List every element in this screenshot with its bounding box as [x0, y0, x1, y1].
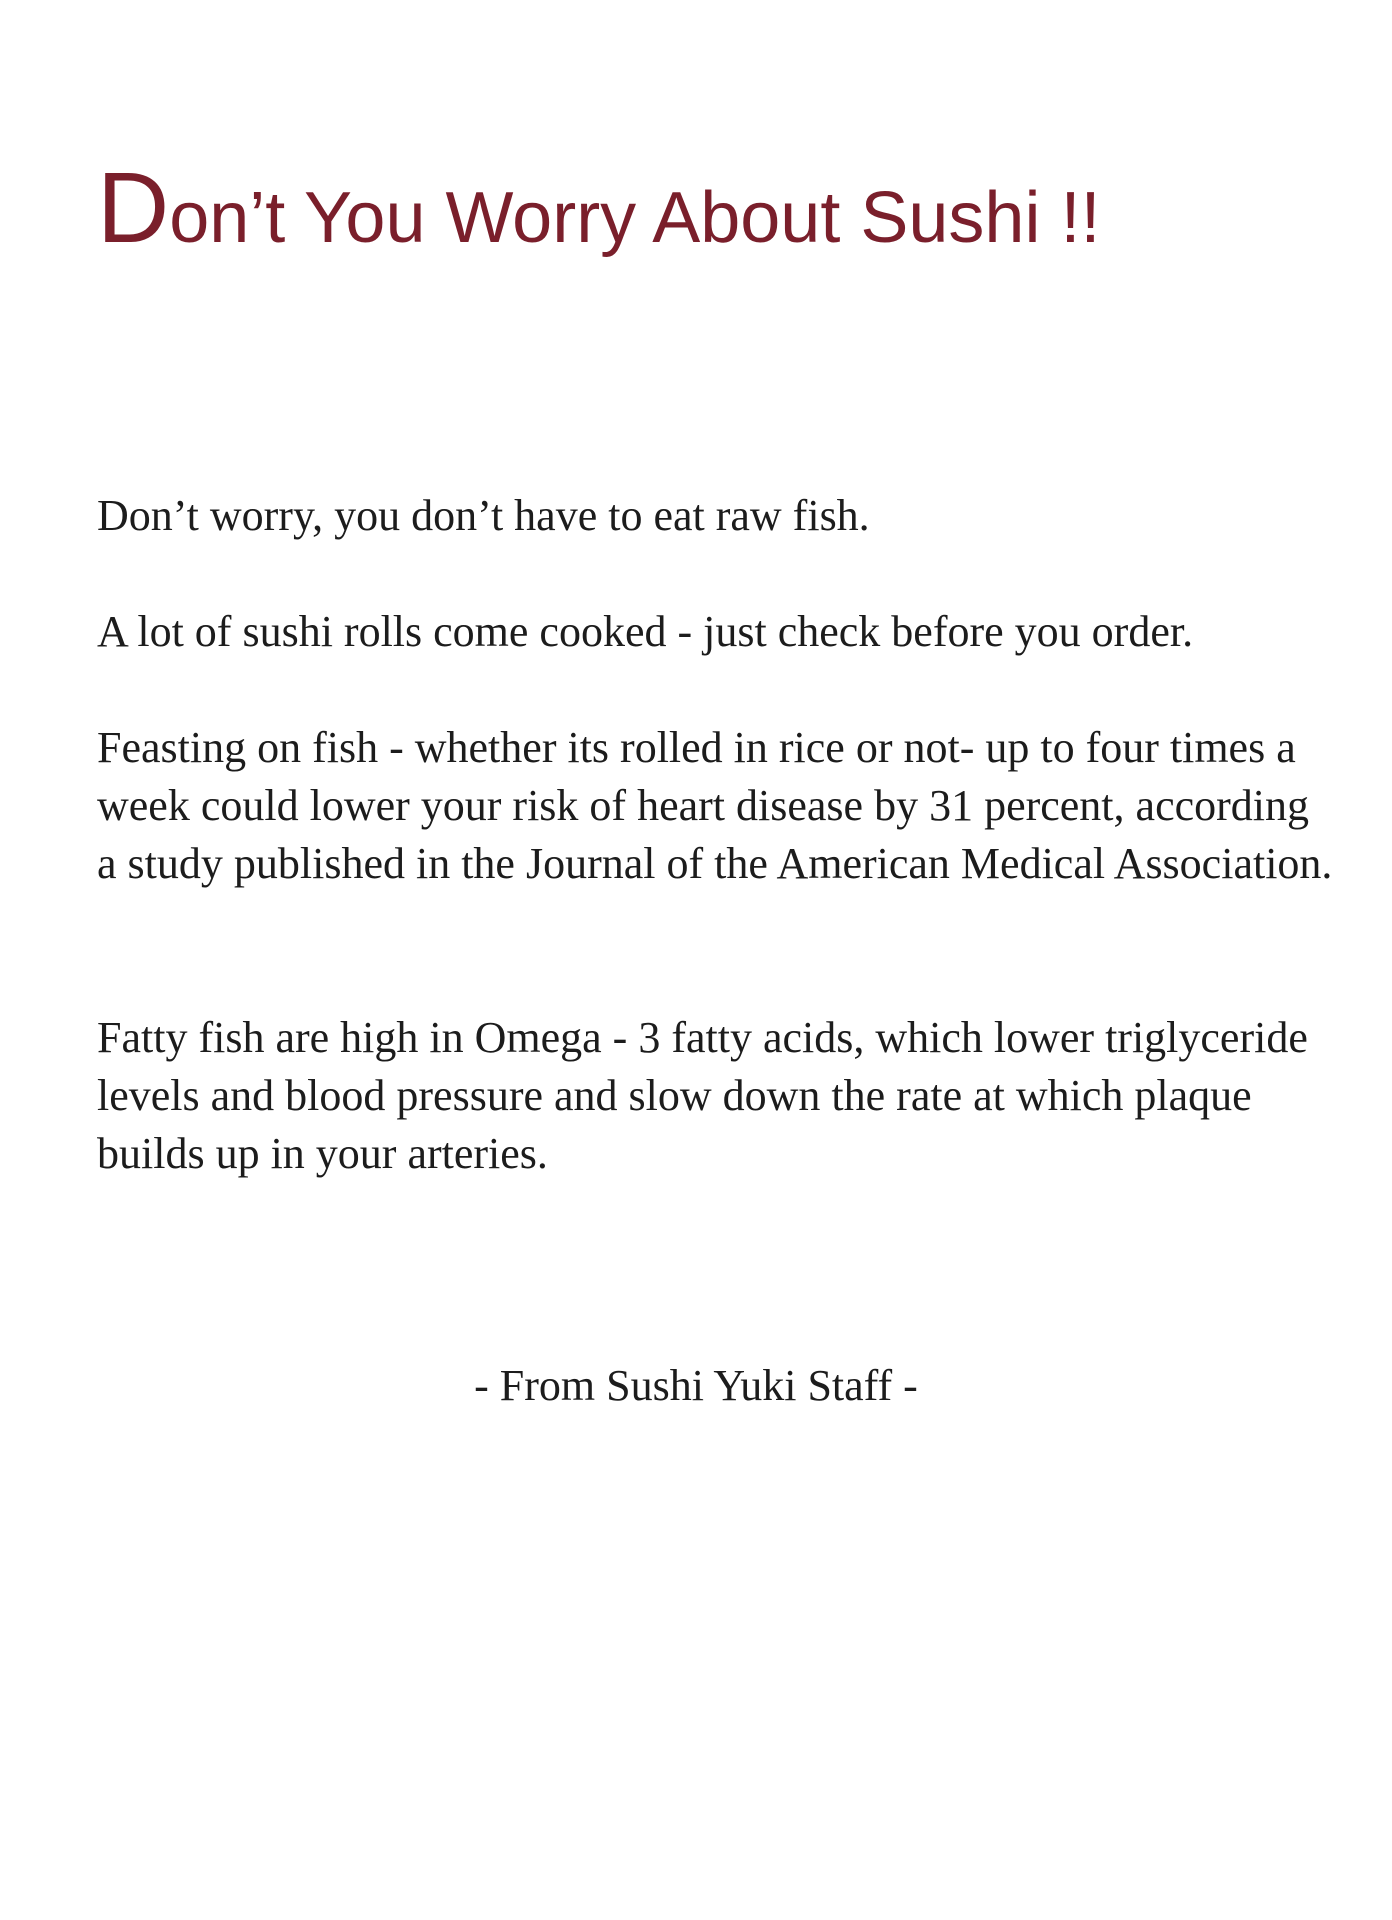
paragraph-raw-fish: Don’t worry, you don’t have to eat raw fish. [97, 491, 870, 540]
paragraph-omega-3: Fatty fish are high in Omega - 3 fatty acids, which lower triglyceride levels and blood pressure and slow down the rate at which plaque builds up in your arteries. [97, 1013, 1308, 1178]
page-title [97, 152, 1101, 264]
paragraph-cooked-rolls: A lot of sushi rolls come cooked - just check before you order. [97, 607, 1194, 656]
paragraph-heart-disease: Feasting on fish - whether its rolled in rice or not- up to four times a week could lower your risk of heart disease by 31 percent, according a study published in the Journal of the American Medical Association. [97, 723, 1333, 888]
staff-signature: - From Sushi Yuki Staff - [474, 1361, 918, 1410]
title-initial-letter: D [97, 152, 170, 264]
title-text: on’t You Worry About Sushi !! [169, 178, 1101, 258]
